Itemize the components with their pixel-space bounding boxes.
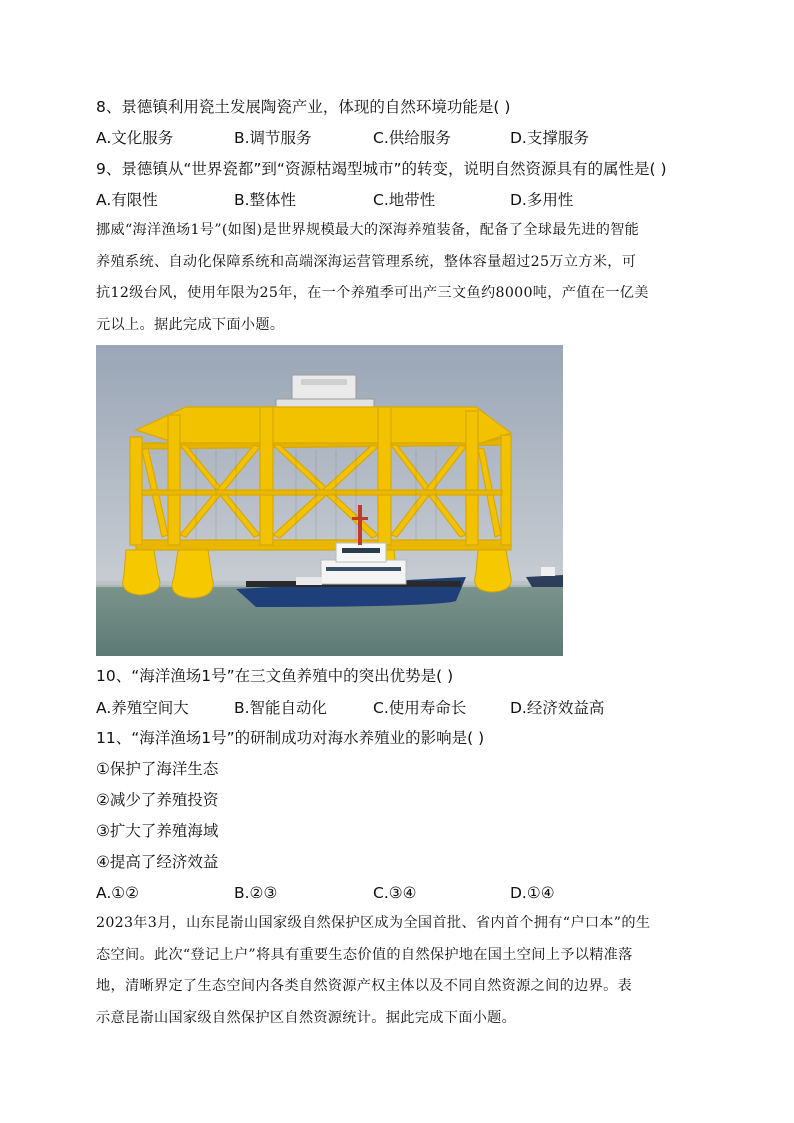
statement-3: ③扩大了养殖海域 (96, 822, 219, 840)
question-10-options (96, 697, 696, 719)
option-a[interactable]: A.文化服务 (96, 129, 174, 147)
passage-line: 元以上。据此完成下面小题。 (96, 316, 285, 333)
option-c[interactable]: C.③④ (373, 884, 417, 902)
passage-line: 抗12级台风，使用年限为25年，在一个养殖季可出产三文鱼约8000吨，产值在一亿美 (96, 285, 649, 301)
option-a[interactable]: A.有限性 (96, 191, 158, 209)
fish-farm-photo (96, 345, 563, 656)
option-a[interactable]: A.①② (96, 884, 140, 902)
option-b[interactable]: B.整体性 (234, 191, 297, 209)
statement-4: ④提高了经济效益 (96, 853, 219, 871)
question-8-stem: 8、景德镇利用瓷土发展陶瓷产业，体现的自然环境功能是( ) (96, 98, 511, 116)
passage-line: 养殖系统、自动化保障系统和高端深海运营管理系统，整体容量超过25万立方米，可 (96, 253, 637, 270)
option-d[interactable]: D.支撑服务 (510, 129, 589, 147)
passage-line: 2023年3月，山东昆嵛山国家级自然保护区成为全国首批、省内首个拥有“户口本”的生 (96, 915, 651, 931)
passage-line: 态空间。此次“登记上户”将具有重要生态价值的自然保护地在国土空间上予以精准落 (96, 946, 633, 963)
option-c[interactable]: C.地带性 (373, 191, 436, 209)
question-10-stem: 10、“海洋渔场1号”在三文鱼养殖中的突出优势是( ) (96, 667, 454, 685)
passage-line: 示意昆嵛山国家级自然保护区自然资源统计。据此完成下面小题。 (96, 1009, 517, 1026)
option-c[interactable]: C.供给服务 (373, 129, 451, 147)
passage-line: 地，清晰界定了生态空间内各类自然资源产权主体以及不同自然资源之间的边界。表 (96, 978, 633, 994)
question-9-stem: 9、景德镇从“世界瓷都”到“资源枯竭型城市”的转变，说明自然资源具有的属性是( ) (96, 160, 667, 178)
option-d[interactable]: D.经济效益高 (510, 699, 605, 717)
question-11-stem: 11、“海洋渔场1号”的研制成功对海水养殖业的影响是( ) (96, 729, 485, 747)
option-b[interactable]: B.智能自动化 (234, 699, 328, 717)
statement-1: ①保护了海洋生态 (96, 760, 219, 778)
question-11-options (96, 882, 696, 904)
option-b[interactable]: B.②③ (234, 884, 278, 902)
passage-fish-farm (96, 215, 698, 341)
passage-kunyushan (96, 908, 698, 1034)
question-9-options (96, 189, 696, 211)
option-a[interactable]: A.养殖空间大 (96, 699, 189, 717)
statement-2: ②减少了养殖投资 (96, 791, 219, 809)
option-b[interactable]: B.调节服务 (234, 129, 312, 147)
passage-line: 挪威“海洋渔场1号”(如图)是世界规模最大的深海养殖装备，配备了全球最先进的智能 (96, 222, 640, 238)
option-d[interactable]: D.多用性 (510, 191, 574, 209)
option-c[interactable]: C.使用寿命长 (373, 699, 467, 717)
question-8-options (96, 127, 696, 149)
option-d[interactable]: D.①④ (510, 884, 555, 902)
